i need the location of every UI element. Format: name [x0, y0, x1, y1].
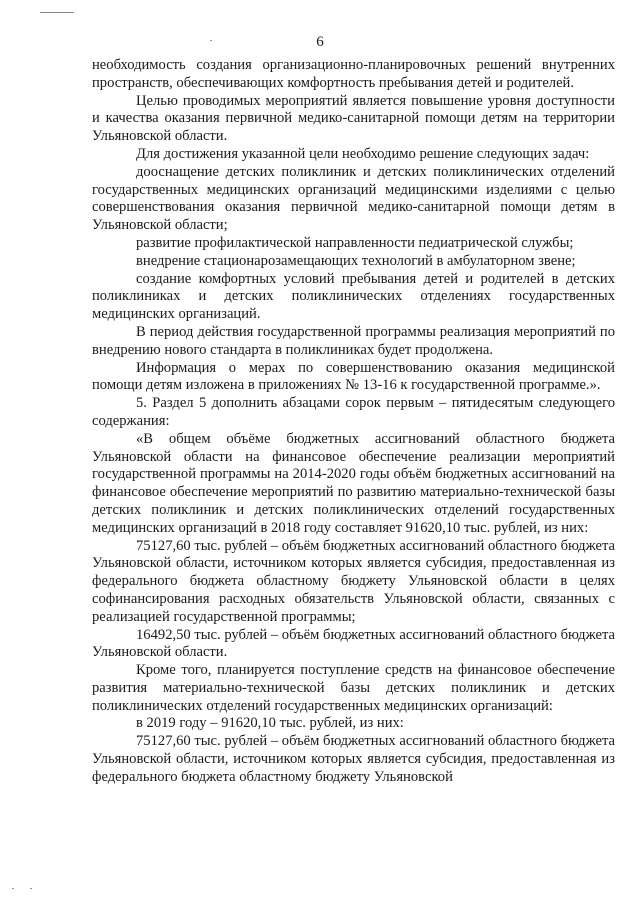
- scan-artifact-top: [40, 12, 74, 13]
- page-number: 6: [316, 34, 324, 50]
- paragraph: дооснащение детских поликлиник и детских поликлинических отделений государственных медицинских организаций медицинскими изделиями с целью совершенствования оказания первичной медико-санитарной помощи детям в Ульяновской области;: [92, 163, 615, 234]
- paragraph: Кроме того, планируется поступление средств на финансовое обеспечение развития материально-технической базы детских поликлиник и детских поликлинических отделений государственных медицинских организаций:: [92, 662, 615, 714]
- paragraph: Целью проводимых мероприятий является повышение уровня доступности и качества оказания первичной медико-санитарной помощи детям на территории Ульяновской области.: [92, 92, 615, 145]
- paragraph: «В общем объёме бюджетных ассигнований областного бюджета Ульяновской области на финансовое обеспечение реализации мероприятий государственной программы на 2014-2020 годы объём бюджетных ассигнований на финансовое обеспечение мероприятий по развитию материально-технической базы детских поликлиник и детских поликлинических отделений государственных медицинских организаций в 2018 году составляет 91620,10 тыс. рублей, из них:: [92, 430, 615, 536]
- paragraph: в 2019 году – 91620,10 тыс. рублей, из них:: [136, 715, 404, 732]
- paragraph: развитие профилактической направленности педиатрической службы;: [136, 234, 574, 251]
- scan-artifact-dot: [12, 888, 14, 889]
- paragraph: создание комфортных условий пребывания детей и родителей в детских поликлиниках и детских поликлинических отделениях государственных медицинских организаций.: [92, 270, 615, 323]
- paragraph: внедрение стационарозамещающих технологий в амбулаторном звене;: [136, 252, 576, 269]
- paragraph: Информация о мерах по совершенствованию оказания медицинской помощи детям изложена в приложениях № 13-16 к государственной программе.».: [92, 359, 615, 394]
- paragraph: 75127,60 тыс. рублей – объём бюджетных ассигнований областного бюджета Ульяновской области, источником которых является субсидия, предоставленная из федерального бюджета областному бюджету Ульяновской области в целях софинансирования расходных обязательств Ульяновской области, связанных с реализацией государственной программы;: [92, 537, 615, 625]
- paragraph: 75127,60 тыс. рублей – объём бюджетных ассигнований областного бюджета Ульяновской области, источником которых является субсидия, предоставленная из федерального бюджета областному бюджету Ульяновской: [92, 733, 615, 785]
- paragraph: 5. Раздел 5 дополнить абзацами сорок первым – пятидесятым следующего содержания:: [92, 395, 615, 429]
- scan-artifact-dot: [30, 888, 32, 889]
- paragraph: В период действия государственной программы реализация мероприятий по внедрению нового стандарта в поликлиниках будет продолжена.: [92, 323, 615, 358]
- document-body: [92, 57, 615, 787]
- paragraph: Для достижения указанной цели необходимо решение следующих задач:: [136, 145, 590, 162]
- paragraph: необходимость создания организационно-планировочных решений внутренних пространств, обеспечивающих комфортность пребывания детей и родителей.: [92, 57, 615, 91]
- paragraph: 16492,50 тыс. рублей – объём бюджетных ассигнований областного бюджета Ульяновской области.: [92, 626, 615, 661]
